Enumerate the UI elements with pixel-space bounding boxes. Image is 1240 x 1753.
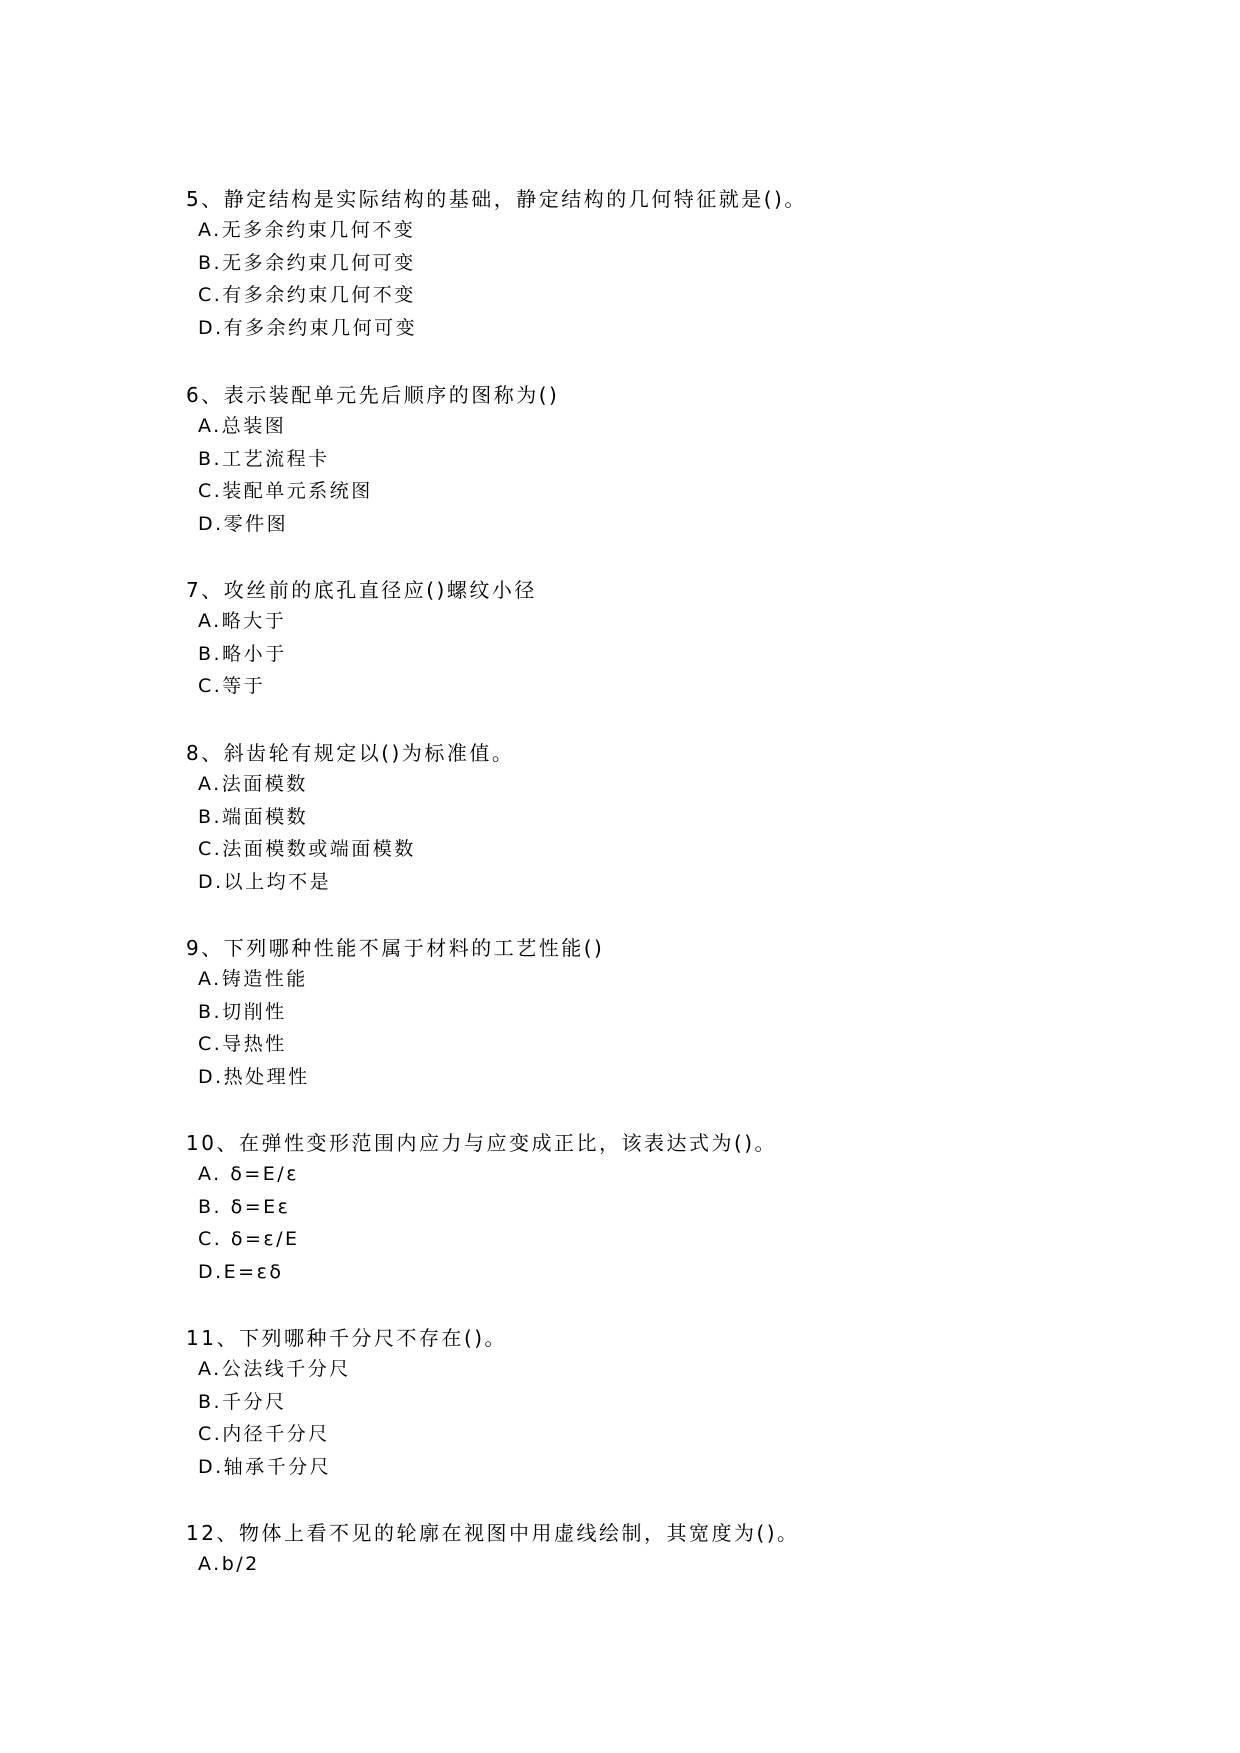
option-a: A.法面模数 [198, 773, 308, 795]
question-text: 5、静定结构是实际结构的基础，静定结构的几何特征就是()。 [186, 187, 807, 211]
option-d: D.有多余约束几何可变 [198, 316, 418, 339]
option-d: D.E=εδ [198, 1260, 284, 1283]
option-a: A.b/2 [198, 1553, 260, 1575]
question-7 [186, 575, 1166, 703]
option-a: A.无多余约束几何不变 [198, 219, 416, 241]
option-a: A.公法线千分尺 [198, 1358, 351, 1380]
question-5 [186, 184, 1166, 344]
option-c: C.法面模数或端面模数 [198, 838, 416, 860]
question-9 [186, 933, 1166, 1093]
option-b: B. δ=Eε [198, 1195, 291, 1218]
question-text: 8、斜齿轮有规定以()为标准值。 [186, 741, 515, 765]
question-12 [186, 1518, 1166, 1581]
option-c: C.导热性 [198, 1033, 287, 1055]
option-b: B.无多余约束几何可变 [198, 251, 416, 274]
question-6 [186, 380, 1166, 540]
option-b: B.略小于 [198, 642, 287, 665]
option-d: D.以上均不是 [198, 870, 332, 893]
question-text: 7、攻丝前的底孔直径应()螺纹小径 [186, 578, 537, 602]
question-text: 11、下列哪种千分尺不存在()。 [186, 1326, 508, 1350]
option-a: A.铸造性能 [198, 968, 308, 990]
question-10 [186, 1128, 1166, 1288]
option-c: C.有多余约束几何不变 [198, 284, 416, 306]
option-c: C.装配单元系统图 [198, 480, 373, 502]
question-text: 6、表示装配单元先后顺序的图称为() [186, 383, 560, 407]
option-a: A.略大于 [198, 610, 287, 632]
question-8 [186, 738, 1166, 898]
option-b: B.千分尺 [198, 1390, 287, 1413]
option-c: C.内径千分尺 [198, 1423, 330, 1445]
question-text: 10、在弹性变形范围内应力与应变成正比，该表达式为()。 [186, 1131, 778, 1155]
option-d: D.零件图 [198, 512, 289, 535]
option-b: B.端面模数 [198, 805, 309, 828]
option-a: A. δ=E/ε [198, 1163, 299, 1185]
question-text: 12、物体上看不见的轮廓在视图中用虚线绘制，其宽度为()。 [186, 1521, 800, 1545]
option-c: C.等于 [198, 675, 266, 697]
question-11 [186, 1323, 1166, 1483]
option-a: A.总装图 [198, 415, 287, 437]
option-b: B.切削性 [198, 1000, 287, 1023]
option-d: D.轴承千分尺 [198, 1455, 332, 1478]
option-b: B.工艺流程卡 [198, 447, 330, 470]
question-text: 9、下列哪种性能不属于材料的工艺性能() [186, 936, 605, 960]
option-c: C. δ=ε/E [198, 1228, 300, 1250]
option-d: D.热处理性 [198, 1065, 310, 1088]
